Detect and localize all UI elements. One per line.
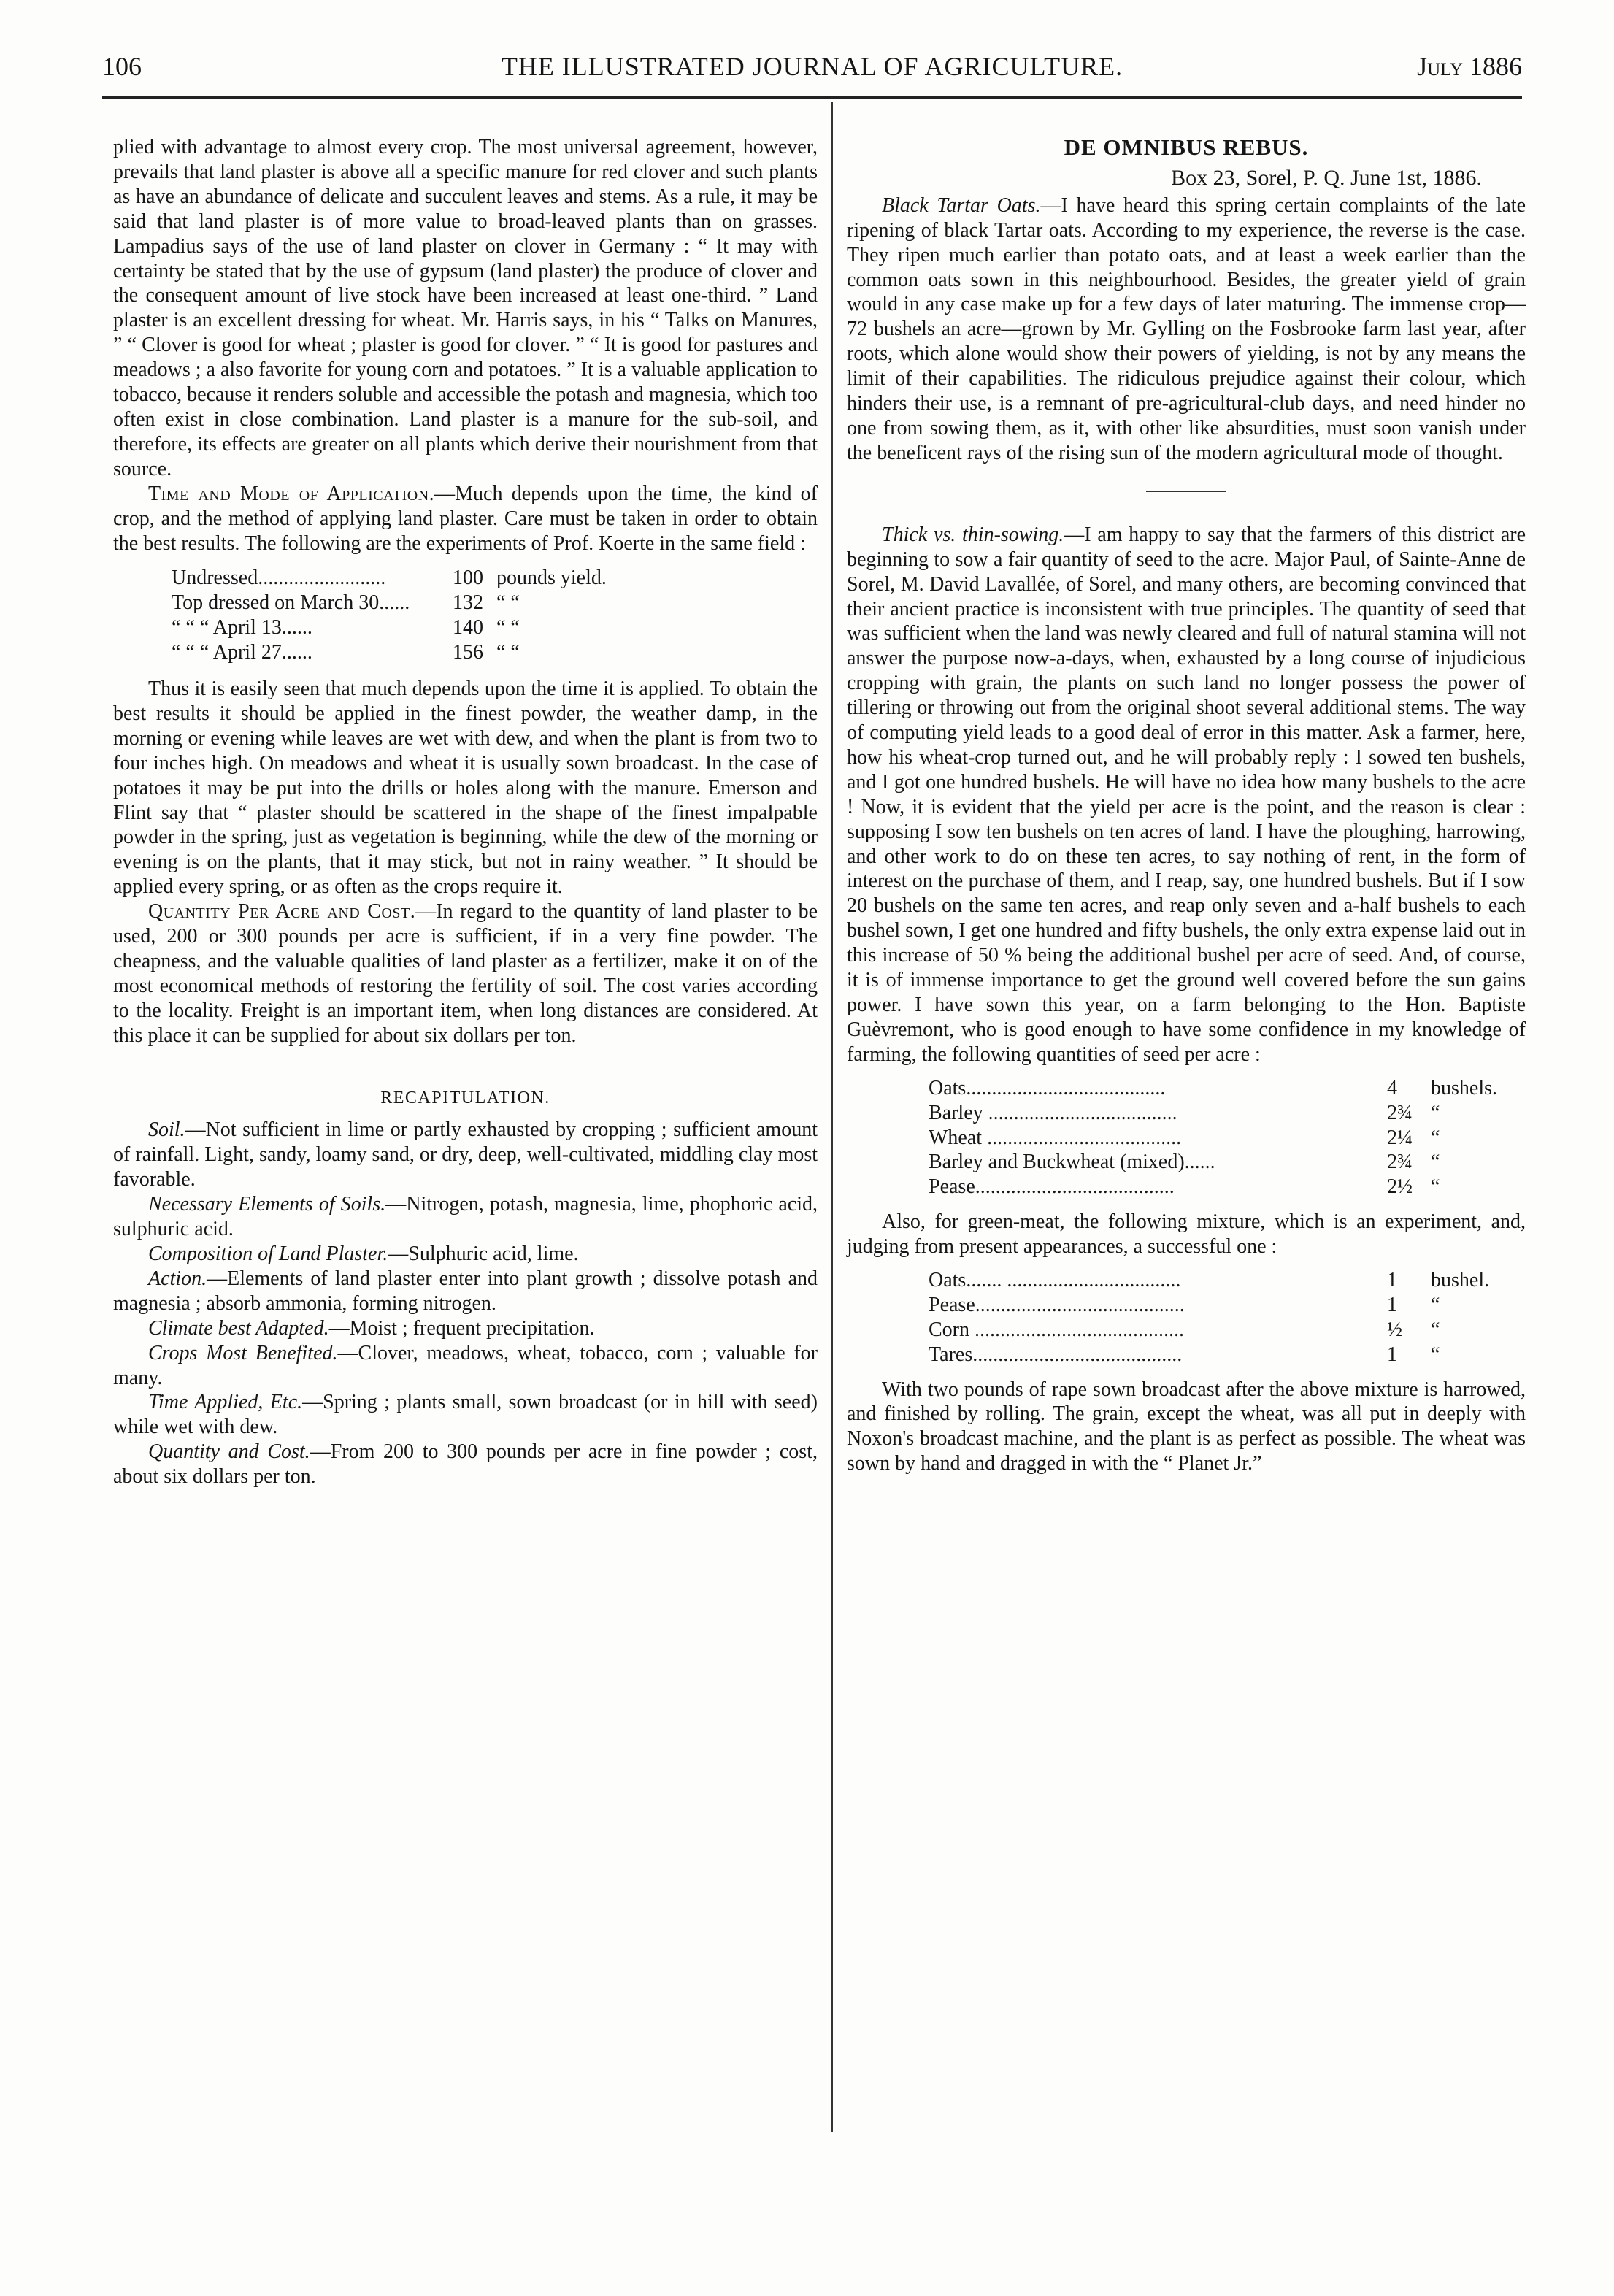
crop-name: Pease......................................... <box>929 1293 1185 1316</box>
crop-name: Wheat ...................................... <box>929 1126 1182 1149</box>
experiment-row <box>113 566 818 591</box>
quantity-text: —In regard to the quantity of land plaster to be used, 200 or 300 pounds per acre is sufficient, if in a very fine powder. The cheapness, and the valuable qualities of land plaster as a fertilizer, make it on of the most economical methods of restoring the fertility of soil. The cost varies according to the locality. Freight is an important item, when long distances are considered. At this place it can be supplied for about six dollars per ton. <box>113 900 818 1047</box>
quantity-heading: Quantity Per Acre and Cost. <box>148 900 416 924</box>
section-separator <box>1146 491 1226 492</box>
recap-item <box>113 1341 818 1391</box>
final-paragraph: With two pounds of rape sown broadcast after the above mixture is harrowed, and finished by rolling. The grain, except the wheat, was all put in deeply with Noxon's broadcast machine, and the plant is as perfect as possible. The wheat was sown by hand and dragged in with the “ Planet Jr.” <box>847 1378 1526 1475</box>
time-mode-heading: Time and Mode of Application. <box>148 482 435 505</box>
green-meat-paragraph: Also, for green-meat, the following mixture, which is an experiment, and, judging from present appearances, a successful one : <box>847 1210 1526 1259</box>
crop-amount: 2½ <box>1387 1175 1413 1199</box>
crop-amount: 2¼ <box>1387 1126 1413 1149</box>
recap-label: Necessary Elements of Soils. <box>148 1193 386 1216</box>
crop-amount: 1 <box>1387 1293 1397 1316</box>
place-date: Box 23, Sorel, P. Q. June 1st, 1886. <box>1171 165 1482 190</box>
recap-text: —Spring ; plants small, sown broadcast (or in hill with seed) while wet with dew. <box>113 1391 818 1439</box>
experiment-row <box>113 640 818 665</box>
section-title: DE OMNIBUS REBUS. <box>1064 134 1309 160</box>
table-row <box>847 1318 1526 1343</box>
header-rule <box>102 96 1522 99</box>
oats-paragraph <box>847 193 1526 466</box>
crop-amount: 1 <box>1387 1268 1397 1291</box>
crop-unit: “ <box>1431 1126 1440 1149</box>
table-row <box>847 1343 1526 1367</box>
crop-name: Barley and Buckwheat (mixed)...... <box>929 1151 1215 1174</box>
recap-text: —Moist ; frequent precipitation. <box>328 1316 595 1340</box>
experiment-list <box>113 566 818 665</box>
recap-item <box>113 1192 818 1242</box>
thick-sowing-label: Thick vs. thin-sowing. <box>882 523 1064 546</box>
experiment-unit: pounds yield. <box>496 567 607 590</box>
intro-paragraph: plied with advantage to almost every crop. The most universal agreement, however, prevails that land plaster is above all a specific manure for red clover and such plants as have an abundance of delicate and succulent leaves and stems. As a rule, it may be said that land plaster is of more value to broad-leaved plants than on grasses. Lampadius says of the use of land plaster on clover in Germany : “ It may with certainty be stated that by the use of gypsum (land plaster) the produce of clover and the consequent amount of live stock have been increased at least one-third. ” Land plaster is an excellent dressing for wheat. Mr. Harris says, in his “ Talks on Manures, ” “ Clover is good for wheat ; plaster is good for clover. ” “ It is good for pastures and meadows ; a also favorite for young corn and potatoes. ” It is a valuable application to tobacco, because it renders soluble and accessible the potash and magnesia, which too often exist in close combination. Land plaster is a manure for the sub-soil, and therefore, its effects are greater on all plants which derive their nourishment from that source. <box>113 136 818 480</box>
table-row <box>847 1126 1526 1151</box>
crop-amount: ½ <box>1387 1318 1402 1341</box>
crop-amount: 2¾ <box>1387 1151 1413 1174</box>
crop-amount: 4 <box>1387 1076 1397 1099</box>
oats-text: —I have heard this spring certain complaints of the late ripening of black Tartar oats. According to my experience, the reverse is the case. They ripen much earlier than potato oats, and at least a week earlier than the common oats sown in this neighbourhood. Besides, the greater yield of grain would in any case make up for a few days of later maturing. The immense crop—72 bushels an acre—grown by Mr. Gylling on the Fosbrooke farm last year, after roots, which alone would show their powers of yielding, is not by any means the limit of their capabilities. The ridiculous prejudice against their colour, which hinders their use, is a remnant of pre-agricultural-club days, and need hinder no one from sowing them, as it, with other like absurdities, must soon vanish under the beneficent rays of the rising sun of the modern agricultural mode of thought. <box>847 193 1526 464</box>
recap-label: Action. <box>148 1267 207 1290</box>
crop-unit: “ <box>1431 1318 1440 1341</box>
experiment-value: 132 <box>453 591 483 615</box>
experiment-label: Top dressed on March 30...... <box>172 591 410 615</box>
experiment-label: “ “ “ April 27...... <box>172 641 312 664</box>
recap-text: —Nitrogen, potash, magnesia, lime, phophoric acid, sulphuric acid. <box>113 1193 818 1241</box>
experiment-value: 100 <box>453 567 483 590</box>
column-divider <box>831 102 833 2132</box>
time-mode-text: —Much depends upon the time, the kind of crop, and the method of applying land plaster. Care must be taken in order to obtain the best results. The following are the experiments of Prof. Koerte in the same field : <box>113 482 818 555</box>
recap-text: —Elements of land plaster enter into plant growth ; dissolve potash and magnesia ; absorb ammonia, forming nitrogen. <box>113 1267 818 1315</box>
crop-unit: bushel. <box>1431 1268 1490 1291</box>
experiment-value: 156 <box>453 641 483 664</box>
recap-label: Climate best Adapted. <box>148 1316 329 1340</box>
table-row <box>847 1076 1526 1101</box>
crop-name: Pease....................................... <box>929 1175 1175 1199</box>
recap-label: Crops Most Benefited. <box>148 1341 338 1364</box>
time-mode-paragraph <box>113 482 818 556</box>
crop-amount: 1 <box>1387 1343 1397 1366</box>
recap-item <box>113 1390 818 1440</box>
experiment-label: “ “ “ April 13...... <box>172 616 312 640</box>
crop-unit: “ <box>1431 1151 1440 1174</box>
experiment-value: 140 <box>453 616 483 640</box>
experiment-unit: “ “ <box>496 616 520 640</box>
page-number: 106 <box>102 52 142 81</box>
experiment-unit: “ “ <box>496 641 520 664</box>
application-paragraph: Thus it is easily seen that much depends upon the time it is applied. To obtain the best results it should be applied in the finest powder, the weather damp, in the morning or evening while leaves are wet with dew, and when the plant is from two to four inches high. On meadows and wheat it is usually sown broadcast. In the case of potatoes it may be put into the drills or holes along with the manure. Emerson and Flint say that “ plaster should be scattered in the shape of the finest impalpable powder in the spring, just as vegetation is beginning, while the dew of the morning or evening is on the plants, that it may stick, but not in rainy weather. ” It should be applied every spring, or as often as the crops require it. <box>113 677 818 899</box>
right-column <box>847 135 1526 1476</box>
crop-unit: “ <box>1431 1293 1440 1316</box>
crop-unit: “ <box>1431 1175 1440 1199</box>
recap-item <box>113 1118 818 1192</box>
table-row <box>847 1175 1526 1199</box>
table-row <box>847 1150 1526 1175</box>
quantity-paragraph <box>113 899 818 1048</box>
crop-name: Tares......................................... <box>929 1343 1183 1366</box>
issue-date: July 1886 <box>1417 52 1522 81</box>
crop-name: Oats....... .................................. <box>929 1268 1181 1291</box>
recap-label: Soil. <box>148 1118 185 1142</box>
recapitulation-heading: RECAPITULATION. <box>380 1088 550 1107</box>
recap-text: —Not sufficient in lime or partly exhausted by cropping ; sufficient amount of rainfall. Light, sandy, loamy sand, or dry, deep, well-cultivated, middling clay most favorable. <box>113 1118 818 1191</box>
recap-label: Composition of Land Plaster. <box>148 1243 388 1265</box>
left-column <box>113 135 818 1489</box>
page-header <box>102 51 1522 95</box>
journal-title: THE ILLUSTRATED JOURNAL OF AGRICULTURE. <box>501 52 1123 81</box>
experiment-unit: “ “ <box>496 591 520 615</box>
thick-sowing-text: —I am happy to say that the farmers of this district are beginning to sow a fair quantity of seed to the acre. Major Paul, of Sainte-Anne de Sorel, M. David Lavallée, of Sorel, and many others, are becoming convinced that their ancient practice is inconsistent with true principles. The quantity of seed that was sufficient when the land was newly cleared and full of natural stamina will not answer the purpose now-a-days, when, exhausted by a long course of injudicious cropping with grain, the plants on such land no longer possess the power of tillering or throwing out from the original shoot several additional stems. The way of computing yield leads to a good deal of error in this matter. Ask a farmer, here, how his wheat-crop turned out, and he will probably reply : I sowed ten bushels, and I got one hundred bushels. He will have no idea how many bushels to the acre ! Now, it is evident that the yield per acre is the point, and the reason is clear : supposing I sow ten bushels on ten acres of land. I have the ploughing, harrowing, and other work to do on these ten acres, to say nothing of rent, in the form of interest on the purchase of them, and I reap, say, one hundred bushels. But if I sow 20 bushels on the same ten acres, and reap only seven and a-half bushels to each bushel sown, I get one hundred and fifty bushels, the only extra expense laid out in this increase of 50 % being the additional bushel per acre of seed. And, of course, it is of immense importance to get the ground well covered before the sun gains power. I have sown this year, on a farm belonging to the Hon. Baptiste Guèvremont, who is good enough to have some confidence in my knowledge of farming, the following quantities of seed per acre : <box>847 523 1526 1066</box>
table-row <box>847 1101 1526 1126</box>
recap-label: Quantity and Cost. <box>148 1440 310 1464</box>
recap-text: —Sulphuric acid, lime. <box>388 1243 579 1265</box>
recap-item <box>113 1440 818 1489</box>
crop-unit: bushels. <box>1431 1076 1497 1099</box>
mixture-table <box>847 1268 1526 1367</box>
crop-amount: 2¾ <box>1387 1101 1413 1124</box>
experiment-label: Undressed......................... <box>172 567 386 590</box>
oats-label: Black Tartar Oats. <box>882 193 1041 217</box>
crop-name: Barley ..................................... <box>929 1101 1177 1124</box>
table-row <box>847 1293 1526 1318</box>
crop-unit: “ <box>1431 1101 1440 1124</box>
recap-item <box>113 1267 818 1316</box>
recap-label: Time Applied, Etc. <box>148 1391 303 1414</box>
experiment-row <box>113 591 818 615</box>
recap-item <box>113 1242 818 1267</box>
thick-sowing-paragraph <box>847 523 1526 1067</box>
recap-item <box>113 1316 818 1341</box>
seed-quantity-table <box>847 1076 1526 1199</box>
experiment-row <box>113 615 818 640</box>
crop-name: Corn ......................................... <box>929 1318 1184 1341</box>
crop-unit: “ <box>1431 1343 1440 1366</box>
crop-name: Oats....................................... <box>929 1076 1166 1099</box>
recap-text: —From 200 to 300 pounds per acre in fine powder ; cost, about six dollars per ton. <box>113 1440 818 1489</box>
table-row <box>847 1268 1526 1293</box>
recap-text: —Clover, meadows, wheat, tobacco, corn ; valuable for many. <box>113 1341 818 1389</box>
